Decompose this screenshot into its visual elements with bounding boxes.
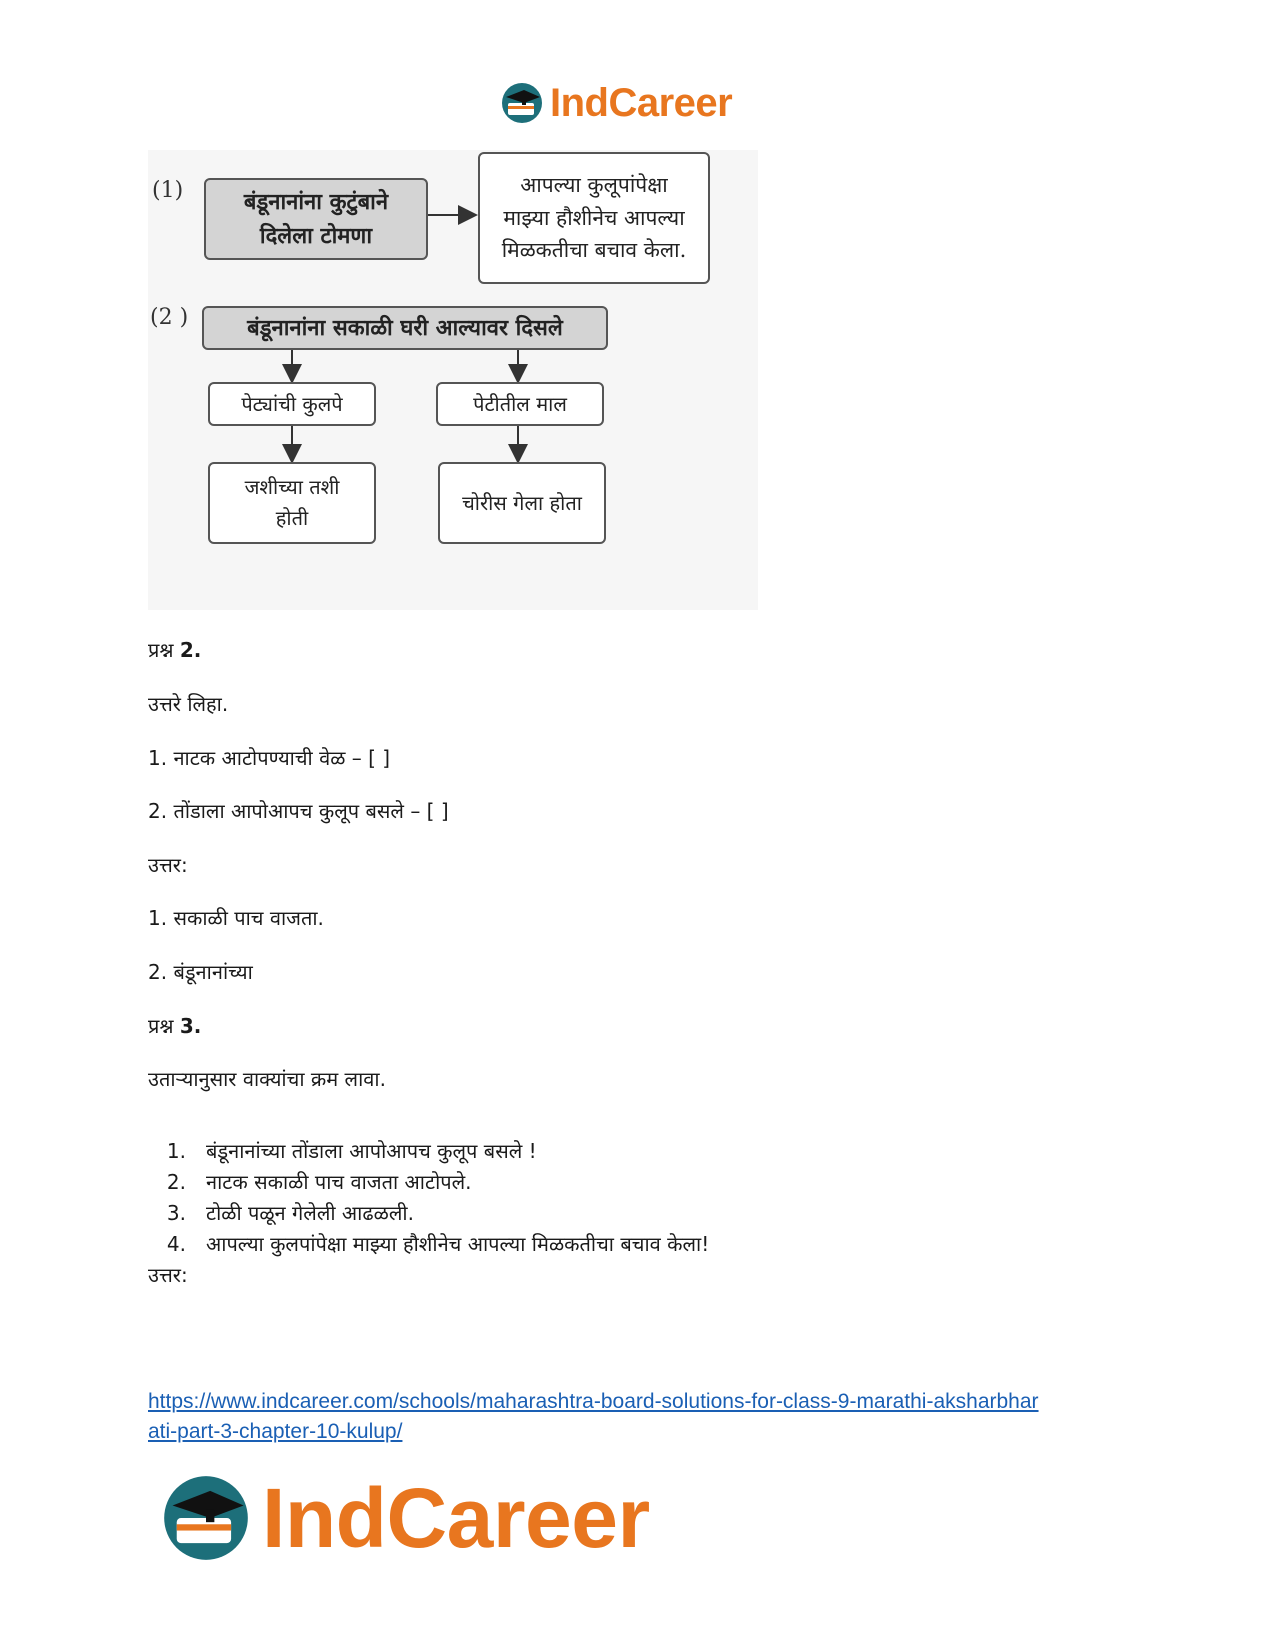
question-3-instruction: उताऱ्यानुसार वाक्यांचा क्रम लावा.	[148, 1067, 386, 1091]
box-line: होती	[275, 506, 309, 530]
list-item	[148, 1166, 709, 1197]
box-locks: पेट्यांची कुलपे	[208, 382, 376, 426]
list-text: टोळी पळून गेलेली आढळली.	[206, 1201, 414, 1225]
box-seen-in-morning: बंडूनानांना सकाळी घरी आल्यावर दिसले	[202, 306, 608, 350]
list-number: 4.	[166, 1231, 186, 1256]
question-number: 3.	[179, 1014, 202, 1038]
box-line: आपल्या कुलूपांपेक्षा	[520, 173, 668, 198]
question-3-heading	[148, 1013, 201, 1039]
list-text: नाटक सकाळी पाच वाजता आटोपले.	[206, 1170, 472, 1194]
answer-item: 1. सकाळी पाच वाजता.	[148, 906, 324, 930]
item-number-1: (1)	[152, 178, 184, 203]
box-line: दिलेला टोमणा	[259, 223, 373, 249]
list-item	[148, 1228, 709, 1259]
question-2-item: 1. नाटक आटोपण्याची वेळ – [ ]	[148, 746, 391, 770]
list-text: बंडूनानांच्या तोंडाला आपोआपच कुलूप बसले !	[206, 1139, 537, 1163]
url-line: https://www.indcareer.com/schools/maharashtra-board-solutions-for-class-9-marathi-aksharbhar	[148, 1390, 1039, 1413]
graduation-cap-book-icon	[500, 81, 544, 125]
source-url-link[interactable]	[148, 1387, 1128, 1447]
box-line: बंडूनानांना कुटुंबाने	[243, 188, 389, 215]
box-goods-stolen: चोरीस गेला होता	[438, 462, 606, 544]
question-2-item: 2. तोंडाला आपोआपच कुलूप बसले – [ ]	[148, 799, 449, 823]
answer-label: उत्तर:	[148, 853, 188, 877]
list-item	[148, 1197, 709, 1228]
question-2-instruction: उत्तरे लिहा.	[148, 692, 229, 716]
item-number-2: (2 )	[150, 305, 189, 330]
question-label: प्रश्न	[148, 638, 174, 662]
list-number: 3.	[166, 1200, 186, 1225]
flowchart-figure	[148, 150, 758, 610]
url-line: ati-part-3-chapter-10-kulup/	[148, 1420, 403, 1443]
answer-label: उत्तर:	[148, 1263, 188, 1287]
box-locks-intact	[208, 462, 376, 544]
footer-logo[interactable]	[160, 1468, 650, 1568]
header-logo[interactable]	[500, 78, 732, 128]
question-2-heading	[148, 637, 201, 663]
logo-wordmark: IndCareer	[262, 1470, 650, 1565]
graduation-cap-book-icon	[160, 1472, 252, 1564]
logo-wordmark: IndCareer	[550, 80, 733, 125]
list-text: आपल्या कुलपांपेक्षा माझ्या हौशीनेच आपल्या मिळकतीचा बचाव केला!	[206, 1232, 710, 1256]
box-goods: पेटीतील माल	[436, 382, 604, 426]
list-number: 2.	[166, 1169, 186, 1194]
answer-item: 2. बंडूनानांच्या	[148, 960, 253, 984]
list-item	[148, 1135, 709, 1166]
box-line: जशीच्या तशी	[244, 475, 340, 499]
sentence-order-list	[148, 1135, 709, 1259]
box-taunt-content	[478, 152, 710, 284]
box-line: माझ्या हौशीनेच आपल्या	[503, 205, 685, 230]
box-line: मिळकतीचा बचाव केला.	[501, 238, 687, 263]
question-number: 2.	[179, 638, 202, 662]
question-label: प्रश्न	[148, 1014, 174, 1038]
list-number: 1.	[166, 1138, 186, 1163]
box-family-taunt	[204, 178, 428, 260]
